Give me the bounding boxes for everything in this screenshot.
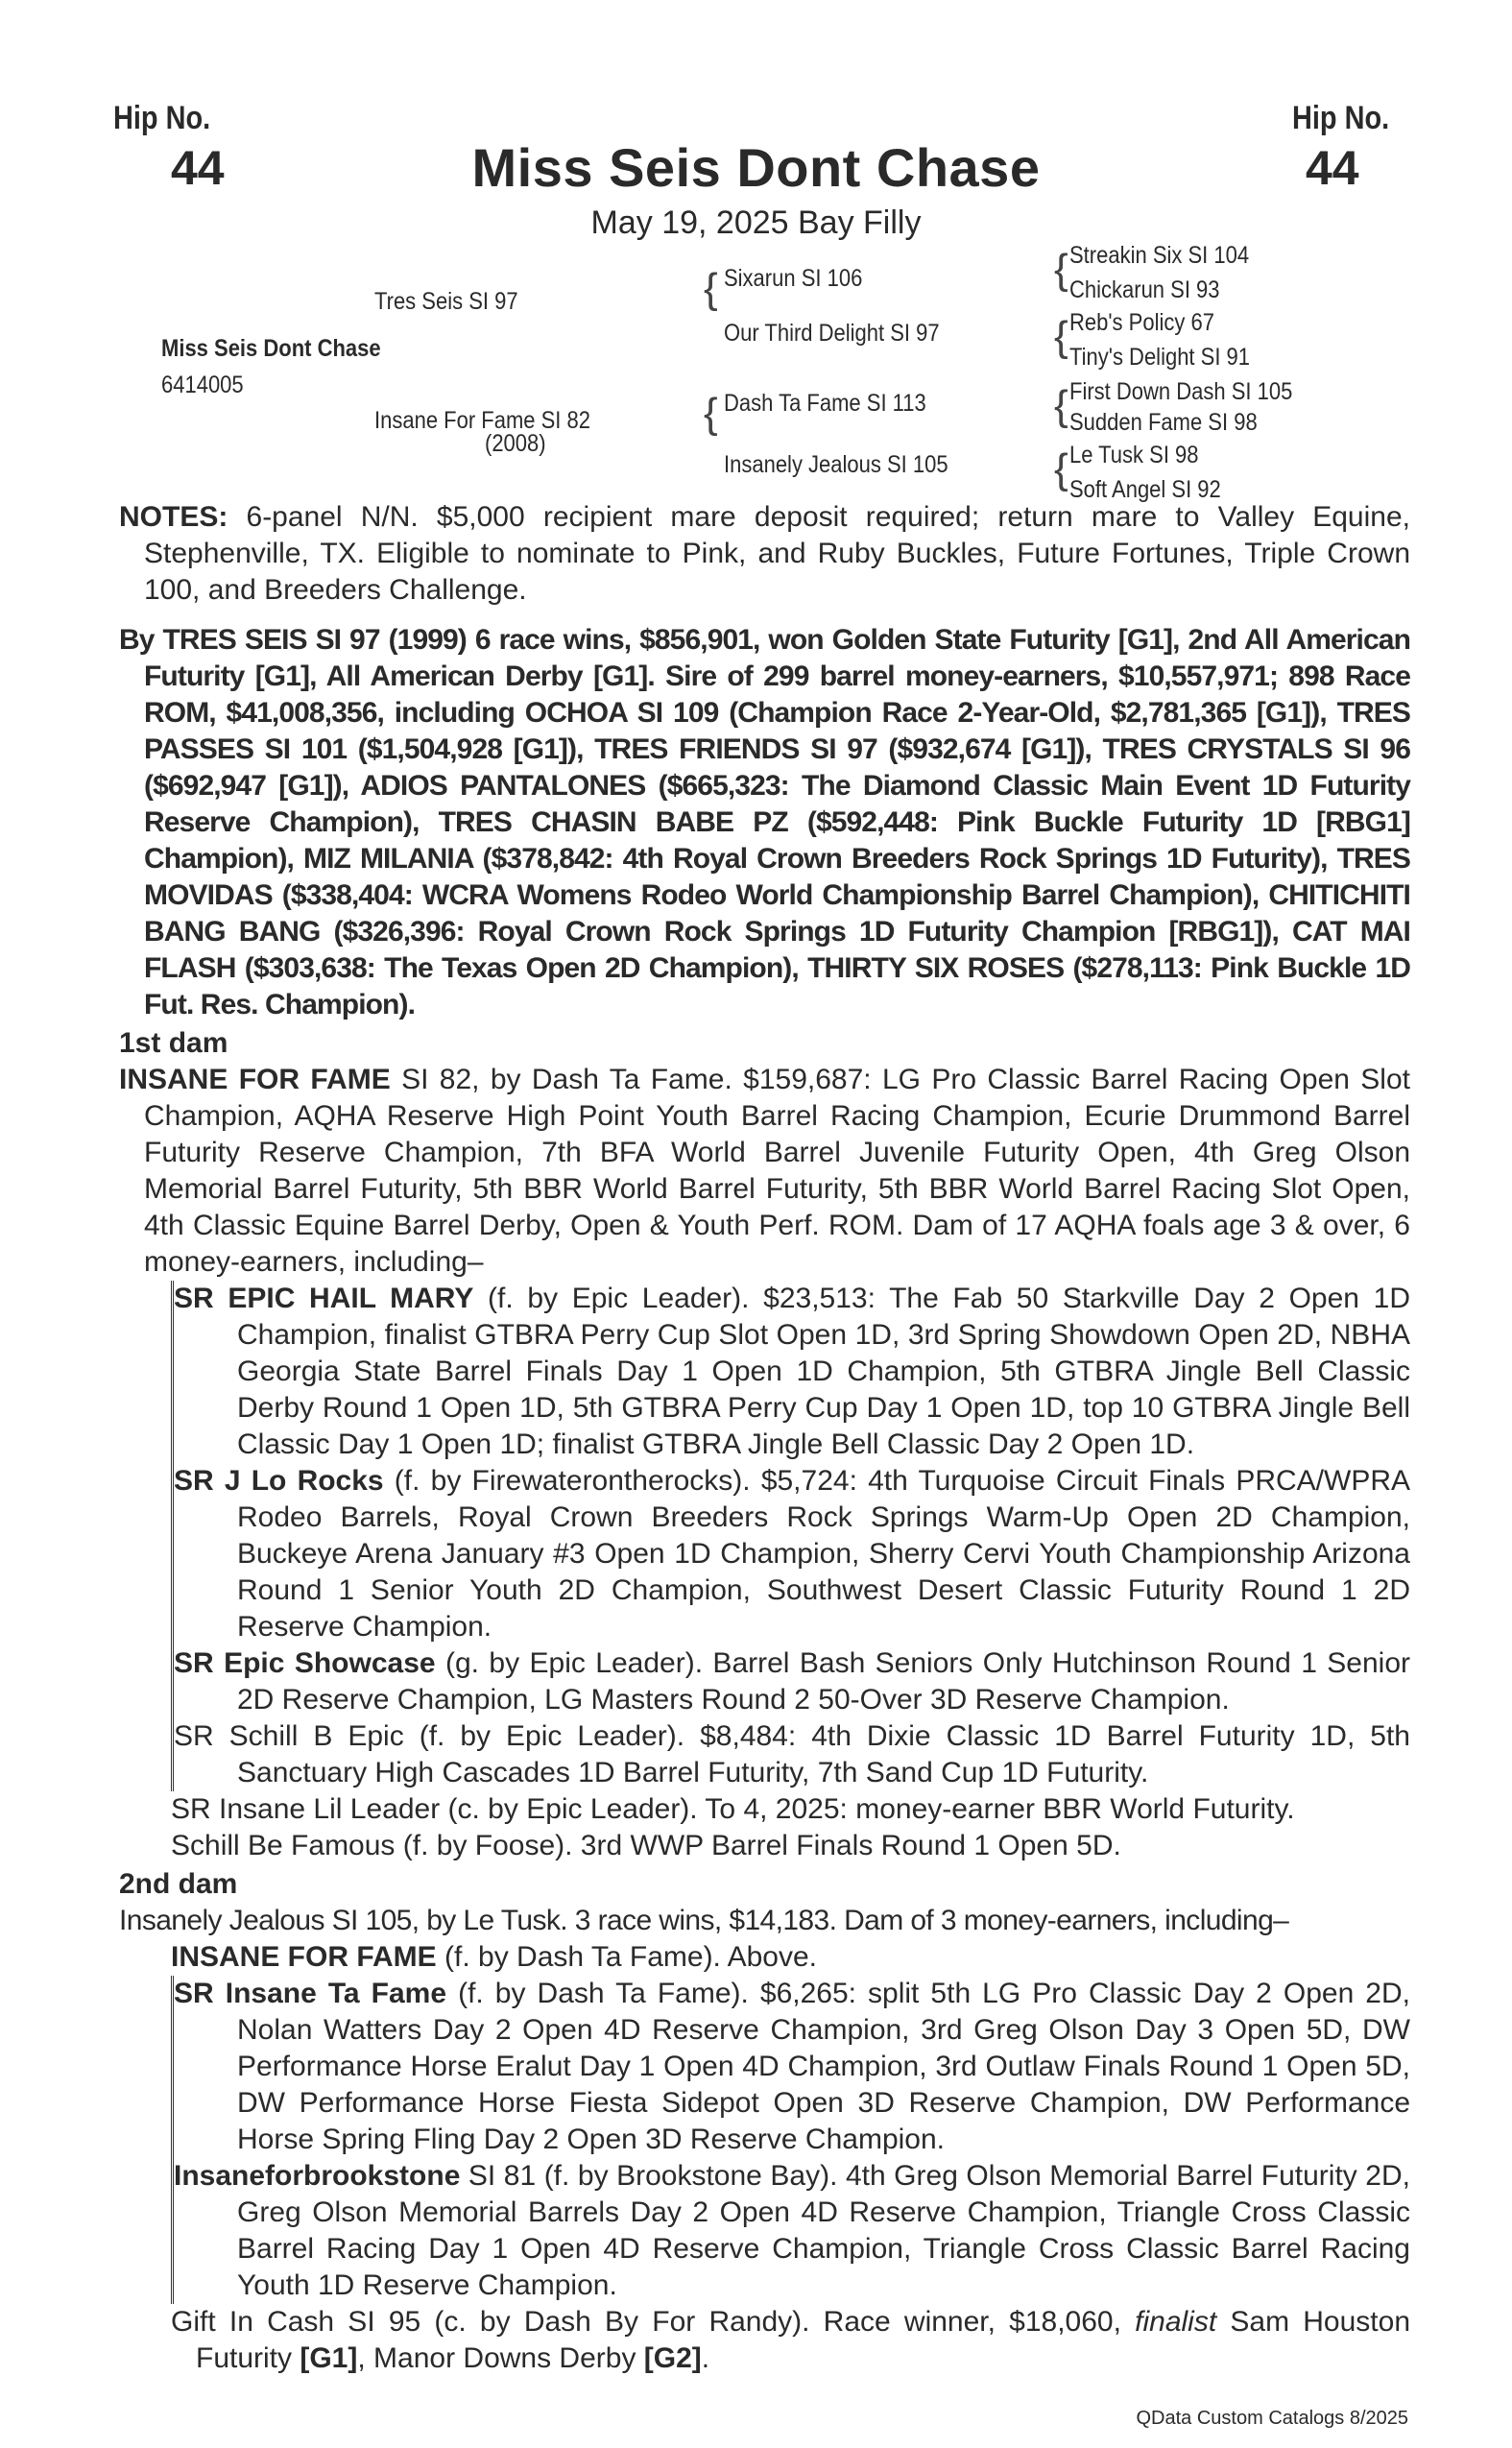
produce-entry <box>171 2158 1410 2304</box>
first-dam-heading: 1st dam <box>119 1027 228 1059</box>
pedigree-sire-dam: Our Third Delight SI 97 <box>724 320 940 347</box>
pedigree-g5: First Down Dash SI 105 <box>1069 378 1293 405</box>
hip-number-left: 44 <box>171 141 225 195</box>
hip-label-left: Hip No. <box>113 100 211 136</box>
gift-grade-1: [G1] <box>300 2342 358 2374</box>
gift-text-d: . <box>701 2342 710 2374</box>
foaling-info: May 19, 2025 Bay Filly <box>590 204 922 241</box>
produce-name: SR J Lo Rocks <box>174 1465 384 1497</box>
produce-text: (f. by Dash Ta Fame). $6,265: split 5th LG Pro Classic Day 2 Open 2D, Nolan Watters Day 2 Open 4D Reserve Champion, 3rd Greg Olson Day 3 Open 5D, DW Performance Horse Eralut Day 1 Open 4D Champion, 3rd Outlaw Finals Round 1 Open 5D, DW Performance Horse Fiesta Sidepot Open 3D Reserve Champion, DW Performance Horse Spring Fling Day 2 Open 3D Reserve Champion. <box>237 1978 1410 2155</box>
produce-entry <box>171 1939 1410 1976</box>
second-dam-paragraph: Insanely Jealous SI 105, by Le Tusk. 3 race wins, $14,183. Dam of 3 money-earners, including– <box>119 1905 1289 1936</box>
first-dam-name: INSANE FOR FAME <box>119 1064 391 1095</box>
produce-text: SR Insane Lil Leader (c. by Epic Leader). To 4, 2025: money-earner BBR World Futurity. <box>171 1793 1295 1825</box>
produce-name: SR EPIC HAIL MARY <box>174 1283 474 1314</box>
produce-text: (f. by Dash Ta Fame). Above. <box>436 1941 817 1973</box>
pedigree-g2: Chickarun SI 93 <box>1069 276 1220 303</box>
pedigree-dam-dam: Insanely Jealous SI 105 <box>724 451 948 478</box>
pedigree-dam-sire: Dash Ta Fame SI 113 <box>724 390 926 417</box>
produce-text: (g. by Epic Leader). Barrel Bash Seniors Only Hutchinson Round 1 Senior 2D Reserve Champion, LG Masters Round 2 50-Over 3D Reserve Champion. <box>237 1647 1411 1716</box>
pedigree-subject: Miss Seis Dont Chase <box>161 335 381 362</box>
brace-g3: { <box>1054 313 1068 360</box>
pedigree-g8: Soft Angel SI 92 <box>1069 476 1221 503</box>
first-dam-text: SI 82, by Dash Ta Fame. $159,687: LG Pro Classic Barrel Racing Open Slot Champion, AQHA Reserve High Point Youth Barrel Racing Champion, Ecurie Drummond Barrel Futurity Reserve Champion, 7th BFA World Barrel Juvenile Futurity Open, 4th Greg Olson Memorial Barrel Futurity, 5th BBR World Barrel Futurity, 5th BBR World Barrel Racing Slot Open, 4th Classic Equine Barrel Derby, Open & Youth Perf. ROM. Dam of 17 AQHA foals age 3 & over, 6 money-earners, including– <box>144 1064 1410 1278</box>
brace-sire: { <box>704 265 718 312</box>
hip-number-right: 44 <box>1306 141 1359 195</box>
notes-label: NOTES: <box>119 501 228 533</box>
produce-entry <box>171 1828 1410 1864</box>
gift-grade-2: [G2] <box>643 2342 702 2374</box>
produce-entry <box>171 1463 1410 1645</box>
gift-text-a: Gift In Cash SI 95 (c. by Dash By For Randy). Race winner, $18,060, <box>171 2306 1136 2338</box>
gift-finalist: finalist <box>1135 2306 1217 2338</box>
hip-label-right: Hip No. <box>1292 100 1390 136</box>
pedigree-g1: Streakin Six SI 104 <box>1069 242 1250 269</box>
gift-text-c: , Manor Downs Derby <box>357 2342 644 2374</box>
notes-paragraph <box>119 499 1410 609</box>
produce-name: Insaneforbrookstone <box>174 2160 461 2192</box>
pedigree-g4: Tiny's Delight SI 91 <box>1069 344 1251 371</box>
first-dam-paragraph <box>119 1062 1410 1281</box>
brace-g5: { <box>1054 382 1068 429</box>
pedigree-dam: Insane For Fame SI 82 <box>374 407 591 434</box>
produce-text: SR Schill B Epic (f. by Epic Leader). $8,484: 4th Dixie Classic 1D Barrel Futurity 1D, 5th Sanctuary High Cascades 1D Barrel Futurity, 7th Sand Cup 1D Futurity. <box>174 1720 1410 1788</box>
produce-name: SR Epic Showcase <box>174 1647 436 1679</box>
notes-text: 6-panel N/N. $5,000 recipient mare deposit required; return mare to Valley Equine, Stephenville, TX. Eligible to nominate to Pink, and Ruby Buckles, Future Fortunes, Triple Crown 100, and Breeders Challenge. <box>144 501 1410 606</box>
produce-text: Schill Be Famous (f. by Foose). 3rd WWP Barrel Finals Round 1 Open 5D. <box>171 1830 1121 1861</box>
produce-entry <box>171 1281 1410 1463</box>
second-dam-heading: 2nd dam <box>119 1868 238 1900</box>
produce-text: (f. by Epic Leader). $23,513: The Fab 50 Starkville Day 2 Open 1D Champion, finalist GTBRA Perry Cup Slot Open 1D, 3rd Spring Showdown Open 2D, NBHA Georgia State Barrel Finals Day 1 Open 1D Champion, 5th GTBRA Jingle Bell Classic Derby Round 1 Open 1D, 5th GTBRA Perry Cup Day 1 Open 1D, top 10 GTBRA Jingle Bell Classic Day 1 Open 1D; finalist GTBRA Jingle Bell Classic Day 2 Open 1D. <box>237 1283 1410 1460</box>
pedigree-g6: Sudden Fame SI 98 <box>1069 409 1258 436</box>
pedigree-sire: Tres Seis SI 97 <box>374 288 518 315</box>
pedigree-dam-year: (2008) <box>485 430 546 457</box>
brace-g1: { <box>1054 246 1068 293</box>
catalog-footer: QData Custom Catalogs 8/2025 <box>1136 2408 1408 2429</box>
brace-dam: { <box>704 390 718 437</box>
produce-name: INSANE FOR FAME <box>171 1941 437 1973</box>
produce-entry <box>171 2304 1410 2377</box>
sire-paragraph: By TRES SEIS SI 97 (1999) 6 race wins, $856,901, won Golden State Futurity [G1], 2nd All American Futurity [G1], All American Derby [G1]. Sire of 299 barrel money-earners, $10,557,971; 898 Race ROM, $41,008,356, including OCHOA SI 109 (Champion Race 2-Year-Old, $2,781,365 [G1]), TRES PASSES SI 101 ($1,504,928 [G1]), TRES FRIENDS SI 97 ($932,674 [G1]), TRES CRYSTALS SI 96 ($692,947 [G1]), ADIOS PANTALONES ($665,323: The Diamond Classic Main Event 1D Futurity Reserve Champion), TRES CHASIN BABE PZ ($592,448: Pink Buckle Futurity 1D [RBG1] Champion), MIZ MILANIA ($378,842: 4th Royal Crown Breeders Rock Springs 1D Futurity), TRES MOVIDAS ($338,404: WCRA Womens Rodeo World Championship Barrel Champion), CHITICHITI BANG BANG ($326,396: Royal Crown Rock Springs 1D Futurity Champion [RBG1]), CAT MAI FLASH ($303,638: The Texas Open 2D Champion), THIRTY SIX ROSES ($278,113: Pink Buckle 1D Fut. Res. Champion). <box>119 624 1410 1020</box>
pedigree-sire-sire: Sixarun SI 106 <box>724 265 863 292</box>
produce-name: SR Insane Ta Fame <box>174 1978 447 2009</box>
catalog-body <box>119 499 1410 2377</box>
pedigree-g3: Reb's Policy 67 <box>1069 309 1214 336</box>
brace-g7: { <box>1054 445 1068 492</box>
produce-entry <box>171 1645 1410 1718</box>
produce-entry <box>171 1718 1410 1791</box>
pedigree-g7: Le Tusk SI 98 <box>1069 442 1199 468</box>
produce-entry <box>171 1791 1410 1828</box>
produce-text: SI 81 (f. by Brookstone Bay). 4th Greg Olson Memorial Barrel Futurity 2D, Greg Olson Memorial Barrels Day 2 Open 4D Reserve Champion, Triangle Cross Classic Barrel Racing Day 1 Open 4D Reserve Champion, Triangle Cross Classic Barrel Racing Youth 1D Reserve Champion. <box>237 2160 1410 2301</box>
gift-text-b: Sam Houston Futurity <box>196 2306 1411 2374</box>
horse-name-title: Miss Seis Dont Chase <box>471 137 1041 198</box>
produce-entry <box>171 1976 1410 2158</box>
produce-text: (f. by Firewaterontherocks). $5,724: 4th Turquoise Circuit Finals PRCA/WPRA Rodeo Barrels, Royal Crown Breeders Rock Springs Warm-Up Open 2D Champion, Buckeye Arena January #3 Open 1D Champion, Sherry Cervi Youth Championship Arizona Round 1 Senior Youth 2D Champion, Southwest Desert Classic Futurity Round 1 2D Reserve Champion. <box>237 1465 1411 1643</box>
pedigree-reg-number: 6414005 <box>161 372 244 398</box>
